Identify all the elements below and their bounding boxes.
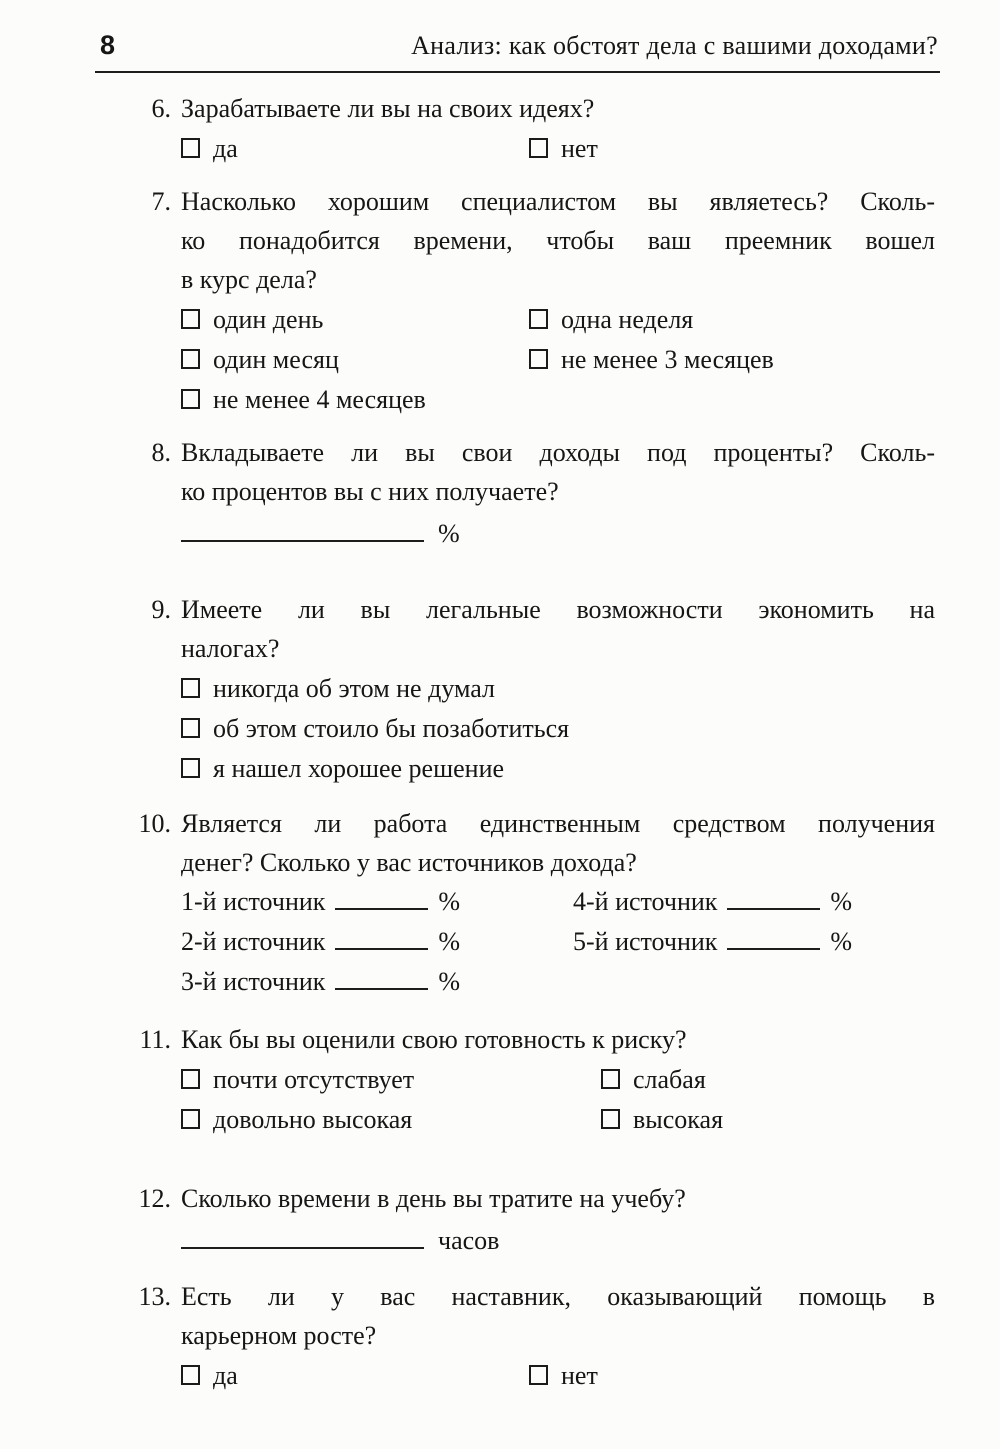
checkbox-icon [181, 758, 200, 778]
percent-sign: % [830, 887, 853, 916]
income-source [573, 882, 852, 922]
question-body [181, 182, 935, 419]
option-label: да [213, 134, 238, 163]
question-number: 6. [151, 94, 171, 123]
percent-sign: % [830, 927, 853, 956]
checkbox-icon [529, 1365, 548, 1385]
page-number: 8 [100, 30, 116, 60]
question-text-line: денег? Сколько у вас источников дохода? [181, 848, 637, 877]
percent-sign: % [438, 927, 461, 956]
option-label: один месяц [213, 345, 339, 374]
question-text-line: Насколько хорошим специалистом вы являетесь? Сколь- [181, 187, 935, 216]
page-header [0, 0, 1000, 61]
question-text-line: карьерном росте? [181, 1321, 377, 1350]
option [181, 710, 569, 748]
checkbox-icon [529, 349, 548, 369]
options-row [181, 710, 935, 748]
question-body [181, 590, 935, 788]
question-6 [97, 89, 938, 168]
question-body [181, 1020, 935, 1139]
checkbox-icon [529, 138, 548, 158]
options-row [181, 341, 935, 379]
option-label: об этом стоило бы позаботиться [213, 714, 570, 743]
checkbox-icon [181, 1365, 200, 1385]
question-number: 8. [151, 438, 171, 467]
question-text-line: Есть ли у вас наставник, оказывающий помощь в [181, 1282, 935, 1311]
question-text-line: ко процентов вы с них получаете? [181, 477, 559, 506]
question-number: 13. [138, 1282, 171, 1311]
options-row [181, 1061, 935, 1099]
blank-line [335, 886, 428, 910]
question-text-line: Как бы вы оценили свою готовность к риску? [181, 1025, 687, 1054]
checkbox-icon [529, 309, 548, 329]
option-label: я нашел хорошее решение [213, 754, 505, 783]
question-text-line: Вкладываете ли вы свои доходы под проценты? Сколь- [181, 438, 935, 467]
option [181, 1101, 601, 1139]
fill-in-row [181, 1221, 935, 1261]
option-label: один день [213, 305, 324, 334]
checkbox-icon [601, 1109, 620, 1129]
question-text-line: в курс дела? [181, 265, 317, 294]
checkbox-icon [181, 138, 200, 158]
option-label: высокая [633, 1105, 724, 1134]
question-number: 10. [138, 809, 171, 838]
income-source-label: 1-й источник [181, 887, 326, 916]
options-row [181, 750, 935, 788]
blank-line [181, 1225, 424, 1249]
question-13 [97, 1277, 938, 1395]
question-text-line: Зарабатываете ли вы на своих идеях? [181, 94, 595, 123]
question-text-line: Имеете ли вы легальные возможности экономить на [181, 595, 935, 624]
question-body [181, 1277, 935, 1395]
checkbox-icon [181, 678, 200, 698]
header-rule [95, 71, 940, 73]
option [529, 130, 598, 168]
option-label: не менее 3 месяцев [561, 345, 774, 374]
blank-suffix: % [438, 519, 460, 548]
question-7 [97, 182, 938, 419]
options-row [181, 670, 935, 708]
options-row [181, 1357, 935, 1395]
income-source-row [181, 922, 935, 962]
income-source-row [181, 882, 935, 922]
option-label: довольно высокая [213, 1105, 413, 1134]
option-label: да [213, 1361, 238, 1390]
option [601, 1101, 723, 1139]
options-row [181, 130, 935, 168]
income-source-label: 2-й источник [181, 927, 326, 956]
checkbox-icon [181, 1069, 200, 1089]
option-label: нет [561, 1361, 598, 1390]
question-text-line: налогах? [181, 634, 280, 663]
question-text-line: Является ли работа единственным средством получения [181, 809, 935, 838]
question-10 [97, 804, 938, 1002]
option-label: одна неделя [561, 305, 694, 334]
options-row [181, 381, 935, 419]
checkbox-icon [181, 389, 200, 409]
option [181, 301, 529, 339]
option-label: никогда об этом не думал [213, 674, 496, 703]
questions-list [97, 89, 938, 1395]
option [601, 1061, 706, 1099]
checkbox-icon [181, 1109, 200, 1129]
header-title: Анализ: как обстоят дела с вашими доходами? [411, 31, 938, 60]
question-number: 11. [139, 1025, 171, 1054]
fill-in-row [181, 514, 935, 554]
option-label: почти отсутствует [213, 1065, 415, 1094]
option [181, 341, 529, 379]
income-source [573, 922, 852, 962]
checkbox-icon [181, 349, 200, 369]
option [529, 301, 693, 339]
option-label: слабая [633, 1065, 706, 1094]
percent-sign: % [438, 887, 461, 916]
question-number: 12. [138, 1184, 171, 1213]
option [181, 670, 495, 708]
question-9 [97, 590, 938, 788]
options-row [181, 1101, 935, 1139]
option [529, 1357, 598, 1395]
question-12 [97, 1179, 938, 1261]
income-source-row [181, 962, 935, 1002]
options-row [181, 301, 935, 339]
income-source-label: 5-й источник [573, 927, 718, 956]
blank-line [335, 926, 428, 950]
blank-line [727, 886, 820, 910]
option [529, 341, 774, 379]
option [181, 130, 529, 168]
income-source-label: 3-й источник [181, 967, 326, 996]
question-body [181, 1179, 935, 1261]
option [181, 750, 504, 788]
question-8 [97, 433, 938, 554]
income-source [181, 922, 573, 962]
option [181, 381, 426, 419]
percent-sign: % [438, 967, 461, 996]
checkbox-icon [181, 718, 200, 738]
blank-line [727, 926, 820, 950]
question-body [181, 89, 935, 168]
option-label: нет [561, 134, 598, 163]
question-text-line: Сколько времени в день вы тратите на учебу? [181, 1184, 686, 1213]
income-source [181, 882, 573, 922]
question-11 [97, 1020, 938, 1139]
question-body [181, 433, 935, 554]
income-source [181, 962, 460, 1002]
question-body [181, 804, 935, 1002]
option [181, 1061, 601, 1099]
blank-line [181, 518, 424, 542]
question-text-line: ко понадобится времени, чтобы ваш преемник вошел [181, 226, 935, 255]
checkbox-icon [181, 309, 200, 329]
checkbox-icon [601, 1069, 620, 1089]
option-label: не менее 4 месяцев [213, 385, 426, 414]
question-number: 9. [151, 595, 171, 624]
income-source-label: 4-й источник [573, 887, 718, 916]
question-number: 7. [151, 187, 171, 216]
blank-line [335, 966, 428, 990]
option [181, 1357, 529, 1395]
blank-suffix: часов [438, 1226, 500, 1255]
